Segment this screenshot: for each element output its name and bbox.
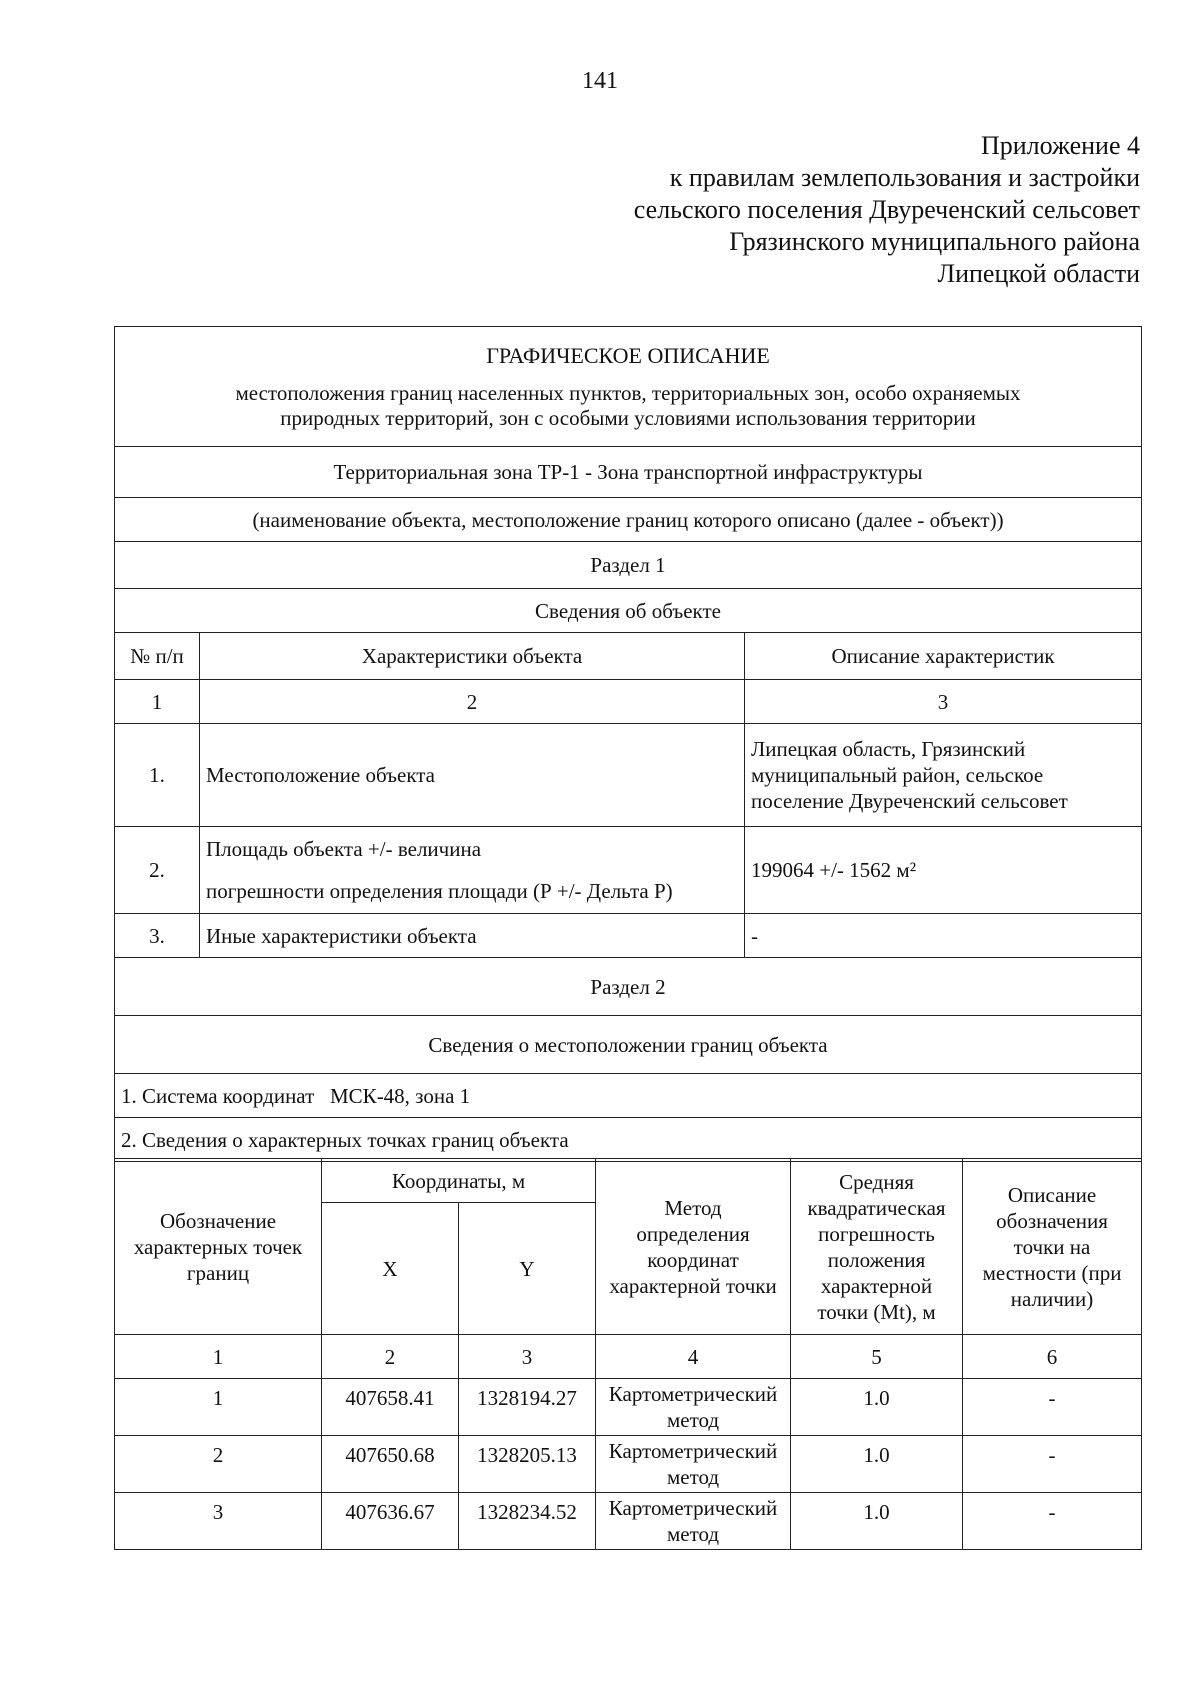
point-id: 2 (115, 1436, 322, 1493)
document-subtitle-line: местоположения границ населенных пунктов, территориальных зон, особо охраняемых (235, 380, 1021, 405)
header-line: Обозначение (159, 1208, 277, 1233)
document-title: ГРАФИЧЕСКОЕ ОПИСАНИЕ (486, 342, 770, 368)
point-description: - (963, 1493, 1142, 1550)
description-line: 199064 +/- 1562 м² (751, 858, 917, 882)
zone-caption: (наименование объекта, местоположение границ которого описано (далее - объект)) (115, 498, 1142, 542)
table-row (115, 827, 1142, 914)
header-line: положения (827, 1247, 926, 1272)
header-line: наличии) (1010, 1286, 1094, 1311)
section2-subtitle: Сведения о местоположении границ объекта (115, 1016, 1142, 1074)
header-line: Средняя (839, 1169, 914, 1194)
point-id: 1 (115, 1379, 322, 1436)
description-line: поселение Двуреченский сельсовет (751, 789, 1068, 813)
header-line: координат (647, 1247, 739, 1272)
description-table (114, 326, 1142, 1162)
description-line: Липецкая область, Грязинский (751, 737, 1026, 761)
point-method (596, 1493, 791, 1550)
table-row (115, 1436, 1142, 1493)
characteristic-name (200, 724, 745, 827)
header-line: характерной точки (609, 1273, 777, 1298)
characteristic-name-line: Иные характеристики объекта (206, 923, 477, 948)
annex-line: Грязинского муниципального района (729, 227, 1140, 256)
characteristic-name-line: погрешности определения площади (Р +/- Дельта Р) (206, 879, 673, 903)
document-subtitle-line: природных территорий, зон с особыми условиями использования территории (280, 405, 976, 430)
points-number-row (115, 1335, 1142, 1379)
method-line: Картометрический (608, 1496, 778, 1520)
header-line: Метод (664, 1195, 722, 1220)
column-number: 6 (963, 1335, 1142, 1379)
row-number: 2. (115, 827, 200, 914)
point-x: 407658.41 (322, 1379, 459, 1436)
column-number: 5 (791, 1335, 963, 1379)
section1-title: Раздел 1 (115, 542, 1142, 589)
header-line: точки (Mt), м (817, 1299, 936, 1324)
annex-line: Приложение 4 (980, 131, 1140, 160)
zone-name: Территориальная зона ТР-1 - Зона транспортной инфраструктуры (115, 447, 1142, 498)
description-line: - (751, 923, 758, 948)
header-line: характерной (820, 1273, 933, 1298)
annex-line: Липецкой области (937, 259, 1140, 288)
column-header-error (791, 1159, 963, 1335)
table-row (115, 1379, 1142, 1436)
header-line: определения (636, 1221, 750, 1246)
characteristic-description (745, 827, 1142, 914)
column-header: № п/п (115, 633, 200, 680)
column-header-point (115, 1159, 322, 1335)
method-line: метод (666, 1408, 720, 1432)
column-number: 3 (745, 680, 1142, 724)
characteristic-name (200, 827, 745, 914)
point-y: 1328205.13 (459, 1436, 596, 1493)
section1-subtitle: Сведения об объекте (115, 589, 1142, 633)
column-number: 4 (596, 1335, 791, 1379)
boundary-points-table (114, 1158, 1142, 1550)
header-line: точки на (1013, 1234, 1091, 1259)
column-number: 3 (459, 1335, 596, 1379)
point-x: 407650.68 (322, 1436, 459, 1493)
point-description: - (963, 1379, 1142, 1436)
method-line: Картометрический (608, 1439, 778, 1463)
characteristic-description (745, 914, 1142, 958)
row-number: 1. (115, 724, 200, 827)
table-row (115, 1493, 1142, 1550)
annex-line: к правилам землепользования и застройки (669, 163, 1140, 192)
section2-title: Раздел 2 (115, 958, 1142, 1016)
column-number: 2 (322, 1335, 459, 1379)
header-cell (115, 327, 1142, 447)
header-line: границ (186, 1260, 250, 1285)
point-id: 3 (115, 1493, 322, 1550)
method-line: метод (666, 1522, 720, 1546)
characteristic-description (745, 724, 1142, 827)
points-title: 2. Сведения о характерных точках границ объекта (115, 1118, 1142, 1162)
point-method (596, 1379, 791, 1436)
column-header: Характеристики объекта (200, 633, 745, 680)
characteristic-name (200, 914, 745, 958)
header-line: погрешность (818, 1221, 935, 1246)
column-header-coordinates: Координаты, м (322, 1159, 596, 1203)
method-line: Картометрический (608, 1382, 778, 1406)
characteristic-name-line: Площадь объекта +/- величина (206, 837, 482, 861)
point-x: 407636.67 (322, 1493, 459, 1550)
points-header-row (115, 1159, 1142, 1203)
table-row (115, 724, 1142, 827)
annex-line: сельского поселения Двуреченский сельсовет (633, 195, 1140, 224)
header-line: местности (при (982, 1260, 1122, 1285)
column-header-method (596, 1159, 791, 1335)
header-line: обозначения (996, 1208, 1108, 1233)
section1-number-row (115, 680, 1142, 724)
section1-header-row (115, 633, 1142, 680)
point-y: 1328194.27 (459, 1379, 596, 1436)
point-error: 1.0 (791, 1493, 963, 1550)
header-line: Описание (1007, 1182, 1097, 1207)
point-description: - (963, 1436, 1142, 1493)
column-header-x: X (322, 1203, 459, 1335)
method-line: метод (666, 1465, 720, 1489)
row-number: 3. (115, 914, 200, 958)
column-number: 1 (115, 680, 200, 724)
column-number: 1 (115, 1335, 322, 1379)
point-y: 1328234.52 (459, 1493, 596, 1550)
annex-block (520, 130, 1140, 290)
point-method (596, 1436, 791, 1493)
column-header-description (963, 1159, 1142, 1335)
description-line: муниципальный район, сельское (751, 763, 1044, 787)
column-header: Описание характеристик (745, 633, 1142, 680)
coordinate-system: 1. Система координат МСК-48, зона 1 (115, 1074, 1142, 1118)
header-line: характерных точек (133, 1234, 303, 1259)
characteristic-name-line: Местоположение объекта (206, 763, 436, 787)
header-line: квадратическая (807, 1195, 946, 1220)
column-number: 2 (200, 680, 745, 724)
column-header-y: Y (459, 1203, 596, 1335)
table-row (115, 914, 1142, 958)
point-error: 1.0 (791, 1379, 963, 1436)
page-number: 141 (582, 68, 618, 94)
point-error: 1.0 (791, 1436, 963, 1493)
header-row (115, 327, 1142, 447)
